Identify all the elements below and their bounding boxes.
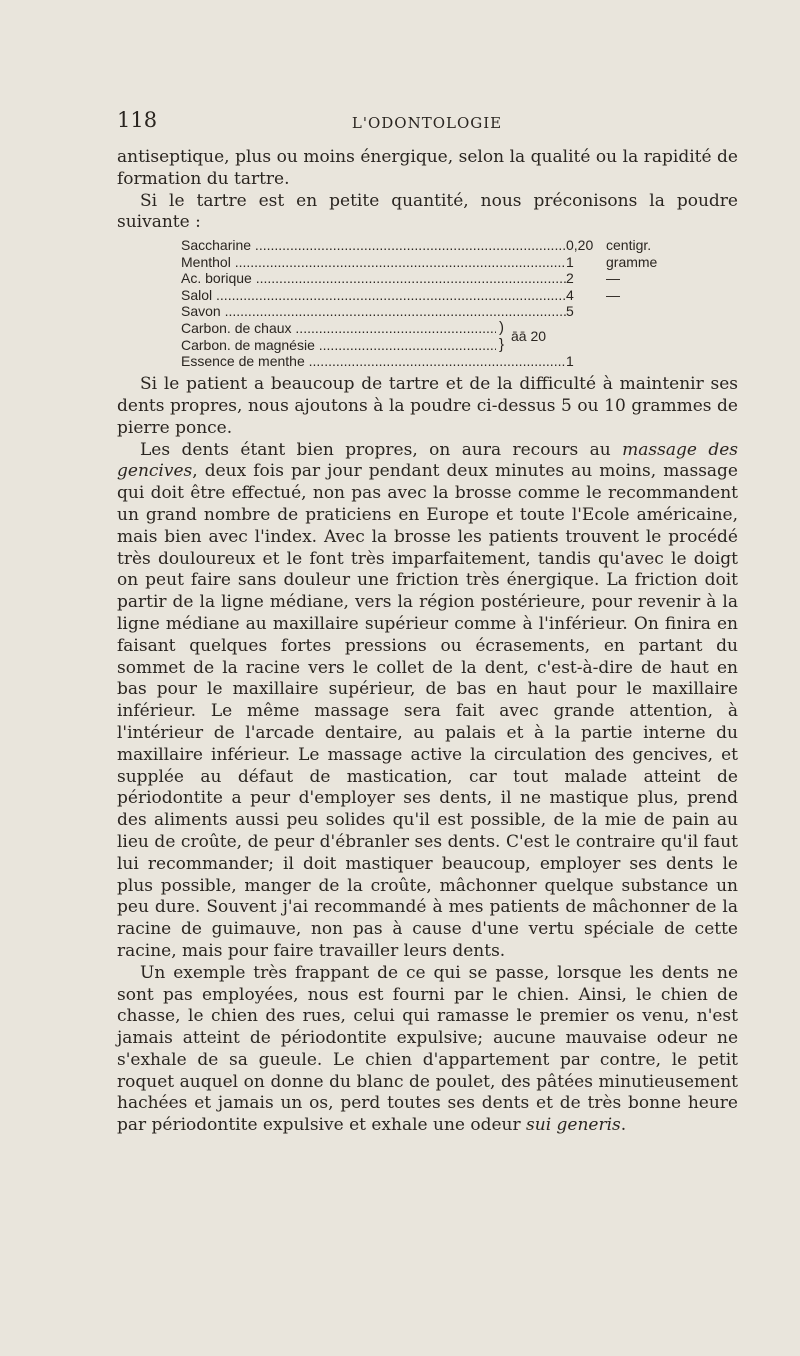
ingredient-name: Menthol ..... bbox=[181, 254, 566, 271]
ingredient-qty: 4 bbox=[566, 286, 574, 303]
recipe-row bbox=[181, 353, 701, 370]
recipe-row bbox=[181, 320, 701, 337]
ingredient-name: Carbon. de magnésie ..... bbox=[181, 337, 496, 354]
recipe-grouped-rows bbox=[181, 320, 701, 353]
ingredient-unit bbox=[606, 303, 701, 320]
recipe-row bbox=[181, 254, 701, 271]
ingredient-unit: centigr. bbox=[606, 237, 652, 253]
page-header bbox=[117, 108, 737, 138]
ingredient-qty: 1 bbox=[566, 353, 574, 370]
ingredient-name: Saccharine ..... bbox=[181, 237, 566, 254]
ingredient-name: Ac. borique ..... bbox=[181, 270, 566, 287]
paragraph-3: Si le patient a beaucoup de tartre et de la difficulté à maintenir ses dents propres, nous ajoutons à la poudre ci-dessus 5 ou 10 grammes de pierre ponce. bbox=[117, 374, 738, 438]
recipe-row bbox=[181, 337, 701, 354]
brace-icon: ) } bbox=[499, 318, 505, 353]
paragraph-4: Les dents étant bien propres, on aura recours au massage des gencives, deux fois par jour pendant deux minutes au moins, massage qui doit être effectué, non pas avec la brosse comme le recommandent un grand nombre de praticiens en Europe et toute l'Ecole américaine, mais bien avec l'index. Avec la brosse les patients trouvent le procédé très douloureux et le font très imparfaitement, tandis qu'avec le doigt on peut faire sans douleur une friction très énergique. La friction doit partir de la ligne médiane, vers la région postérieure, pour revenir à la ligne médiane au maxillaire supérieur comme à l'inférieur. On finira en faisant quelques fortes pressions ou écrasements, en partant du sommet de la racine vers le collet de la dent, c'est-à-dire de haut en bas pour le maxillaire supérieur, de bas en haut pour le maxillaire inférieur. Le même massage sera fait avec grande attention, à l'intérieur de l'arcade dentaire, au palais et à la partie interne du maxillaire inférieur. Le massage active la circulation des gencives, et supplée au défaut de mastication, car tout malade atteint de périodontite a peur d'employer ses dents, il ne mastique plus, prend des aliments aussi peu solides qu'il est possible, de la mie de pain au lieu de croûte, de peur d'ébranler ses dents. C'est le contraire qu'il faut lui recommander; il doit mastiquer beaucoup, employer ses dents le plus possible, manger de la croûte, mâchonner quelque substance un peu dure. Souvent j'ai recommandé à mes patients de mâchonner de la racine de guimauve, non pas à cause d'une vertu spéciale de cette racine, mais pour faire travailler leurs dents. bbox=[117, 439, 738, 961]
page-number: 118 bbox=[117, 108, 158, 132]
paragraph-5: Un exemple très frappant de ce qui se passe, lorsque les dents ne sont pas employées, nous est fourni par le chien. Ainsi, le chien de chasse, le chien des rues, celui qui ramasse le premier os venu, n'est jamais atteint de périodontite expulsive; aucune mauvaise odeur ne s'exhale de sa gueule. Le chien d'appartement par contre, le petit roquet auquel on donne du blanc de poulet, des pâtées minutieusement hachées et jamais un os, perd toutes ses dents et de très bonne heure par périodontite expulsive et exhale une odeur sui generis. bbox=[117, 962, 738, 1136]
ingredient-name: Salol ..... bbox=[181, 287, 566, 304]
ingredient-qty: 5 bbox=[566, 303, 574, 320]
ingredient-unit: — bbox=[606, 286, 620, 303]
recipe-list bbox=[181, 237, 701, 370]
ingredient-unit: gramme bbox=[606, 253, 658, 270]
recipe-row bbox=[181, 237, 701, 254]
ingredient-qty: 1 bbox=[566, 253, 574, 270]
ingredient-qty: 0,20 bbox=[566, 237, 594, 253]
emphasis-massage: massage des gencives bbox=[117, 439, 738, 482]
running-head: L'ODONTOLOGIE bbox=[351, 114, 503, 132]
paragraph-2: Si le tartre est en petite quantité, nous préconisons la poudre suivante : bbox=[117, 190, 738, 233]
recipe-row bbox=[181, 270, 701, 287]
ingredient-name: Carbon. de chaux ..... bbox=[181, 320, 496, 337]
ingredient-name: Savon ..... bbox=[181, 303, 566, 320]
ingredient-qty: 2 bbox=[566, 270, 574, 287]
recipe-row bbox=[181, 303, 701, 320]
paragraph-1: antiseptique, plus ou moins énergique, selon la qualité ou la rapidité de formation du tartre. bbox=[117, 147, 738, 189]
ingredient-name: Essence de menthe ..... bbox=[181, 353, 566, 370]
ingredient-unit: — bbox=[606, 270, 620, 287]
grouped-qty: āā 20 bbox=[511, 327, 547, 344]
emphasis-sui-generis: sui generis bbox=[526, 1115, 621, 1136]
recipe-row bbox=[181, 287, 701, 304]
